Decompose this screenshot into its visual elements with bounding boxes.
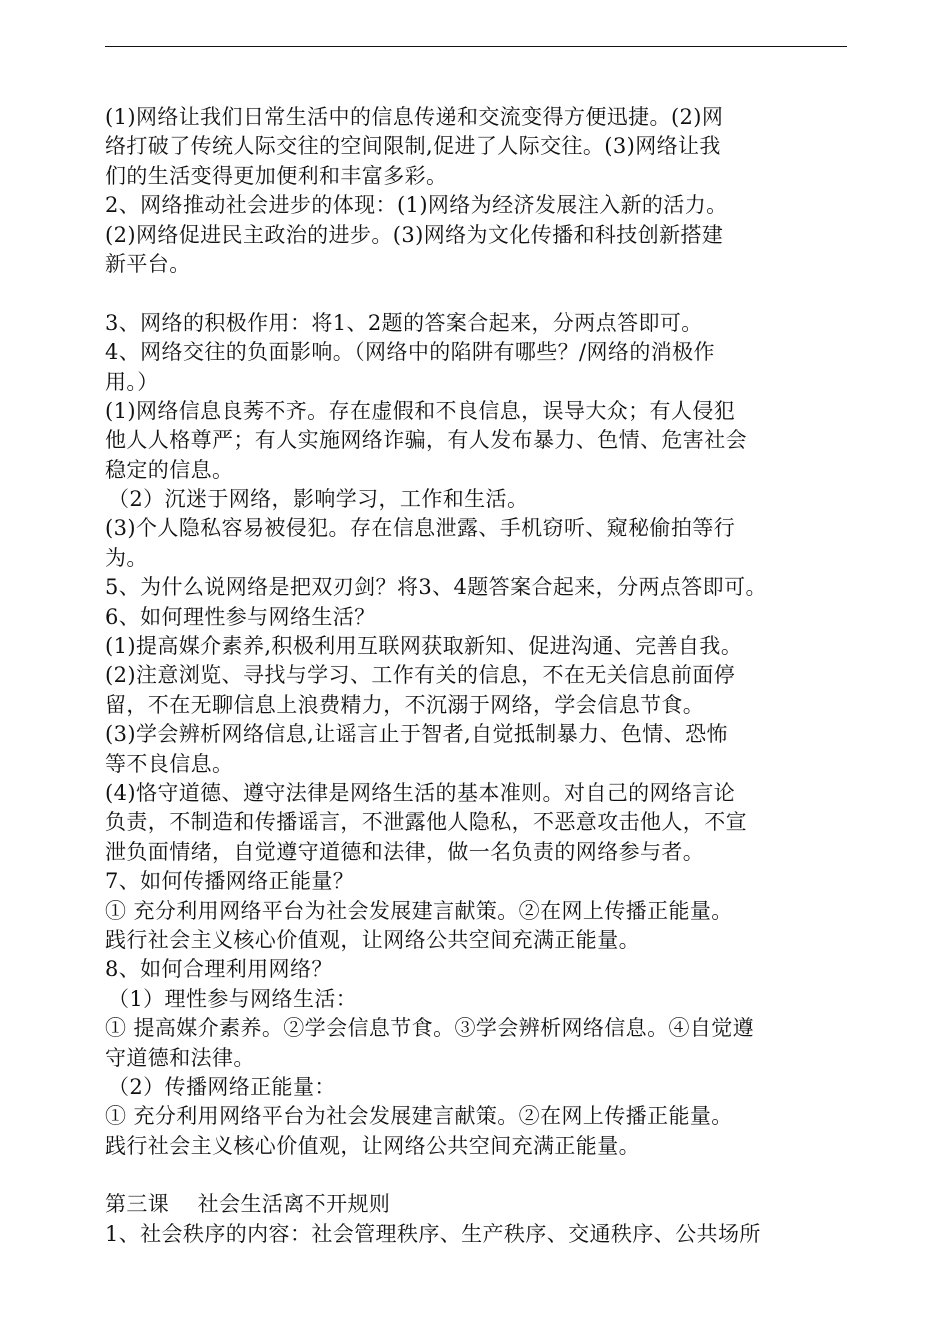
- text-line: ① 充分利用网络平台为社会发展建言献策。②在网上传播正能量。: [105, 898, 733, 923]
- text-line: (1)提高媒介素养,积极利用互联网获取新知、促进沟通、完善自我。: [105, 634, 743, 659]
- text-line: （1）理性参与网络生活：: [108, 986, 358, 1011]
- header-rule: [105, 46, 847, 47]
- section-heading: 第三课 社会生活离不开规则: [105, 1192, 391, 1217]
- document-body: [105, 103, 865, 1249]
- text-line: 4、网络交往的负面影响。（网络中的陷阱有哪些？/网络的消极作: [105, 340, 715, 365]
- blank-line: [105, 1161, 865, 1190]
- text-line: 3、网络的积极作用：将1、2题的答案合起来，分两点答即可。: [105, 310, 703, 335]
- text-line: 新平台。: [105, 251, 191, 276]
- text-line: 络打破了传统人际交往的空间限制,促进了人际交往。(3)网络让我: [105, 134, 721, 159]
- text-line: 6、如何理性参与网络生活？: [105, 604, 376, 629]
- text-line: 用。）: [105, 369, 159, 394]
- text-line: (4)恪守道德、遵守法律是网络生活的基本准则。对自己的网络言论: [105, 780, 736, 805]
- text-line: ① 提高媒介素养。②学会信息节食。③学会辨析网络信息。④自觉遵: [105, 1016, 755, 1041]
- blank-line: [105, 279, 865, 308]
- text-line: ① 充分利用网络平台为社会发展建言献策。②在网上传播正能量。: [105, 1104, 733, 1129]
- text-line: 5、为什么说网络是把双刃剑？将3、4题答案合起来，分两点答即可。: [105, 575, 767, 600]
- text-line: 践行社会主义核心价值观，让网络公共空间充满正能量。: [105, 1133, 640, 1158]
- text-line: (3)个人隐私容易被侵犯。存在信息泄露、手机窃听、窥秘偷拍等行: [105, 516, 736, 541]
- text-line: 负责，不制造和传播谣言，不泄露他人隐私，不恶意攻击他人，不宣: [105, 810, 747, 835]
- text-line: 守道德和法律。: [105, 1045, 255, 1070]
- text-line: 7、如何传播网络正能量？: [105, 869, 355, 894]
- text-line: 泄负面情绪，自觉遵守道德和法律，做一名负责的网络参与者。: [105, 839, 705, 864]
- text-line: (2)网络促进民主政治的进步。(3)网络为文化传播和科技创新搭建: [105, 222, 724, 247]
- text-line: 他人人格尊严；有人实施网络诈骗，有人发布暴力、色情、危害社会: [105, 428, 747, 453]
- text-line: (1)网络信息良莠不齐。存在虚假和不良信息，误导大众；有人侵犯: [105, 398, 736, 423]
- text-line: 等不良信息。: [105, 751, 234, 776]
- text-line: 8、如何合理利用网络？: [105, 957, 333, 982]
- text-line: （2）传播网络正能量：: [108, 1074, 336, 1099]
- text-line: 为。: [105, 545, 148, 570]
- text-line: 践行社会主义核心价值观，让网络公共空间充满正能量。: [105, 927, 640, 952]
- text-line: (1)网络让我们日常生活中的信息传递和交流变得方便迅捷。(2)网: [105, 105, 724, 129]
- text-line: 们的生活变得更加便利和丰富多彩。: [105, 163, 448, 188]
- text-line: （2）沉迷于网络，影响学习，工作和生活。: [108, 487, 529, 512]
- text-line: 稳定的信息。: [105, 457, 234, 482]
- text-line: 留，不在无聊信息上浪费精力，不沉溺于网络，学会信息节食。: [105, 692, 705, 717]
- text-line: 1、社会秩序的内容：社会管理秩序、生产秩序、交通秩序、公共场所: [105, 1221, 761, 1246]
- text-line: (2)注意浏览、寻找与学习、工作有关的信息，不在无关信息前面停: [105, 663, 736, 688]
- text-line: (3)学会辨析网络信息,让谣言止于智者,自觉抵制暴力、色情、恐怖: [105, 722, 728, 747]
- text-line: 2、网络推动社会进步的体现：(1)网络为经济发展注入新的活力。: [105, 193, 728, 218]
